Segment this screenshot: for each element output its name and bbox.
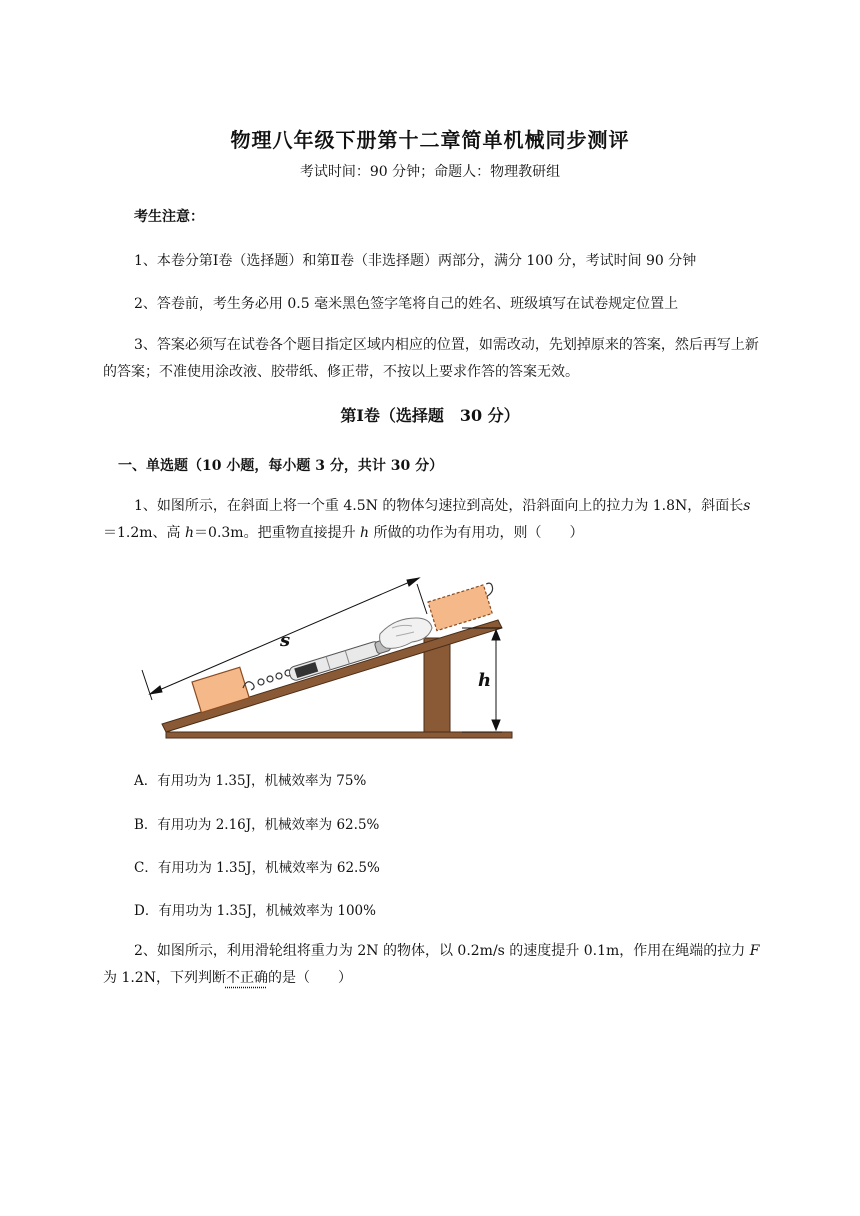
q1-option-b[interactable]: B．有用功为 2.16J，机械效率为 62.5% xyxy=(134,817,380,833)
ground-board xyxy=(166,732,512,738)
notice-item-1: 1、本卷分第Ⅰ卷（选择题）和第Ⅱ卷（非选择题）两部分，满分 100 分，考试时间 90 分钟 xyxy=(134,253,697,269)
q2-text-c: 的是（ ） xyxy=(267,970,352,986)
section-title: 第Ⅰ卷（选择题 30 分） xyxy=(340,406,520,425)
support-post xyxy=(424,638,450,732)
page-title: 物理八年级下册第十二章简单机械同步测评 xyxy=(230,128,630,152)
q1-text-b: ＝1.2m、高 xyxy=(103,525,185,541)
question-1-text xyxy=(103,493,763,547)
q1-option-a[interactable]: A．有用功为 1.35J，机械效率为 75% xyxy=(134,773,367,789)
notice-heading: 考生注意： xyxy=(134,209,204,225)
q1-text-a: 1、如图所示，在斜面上将一个重 4.5N 的物体匀速拉到高处，沿斜面向上的拉力为 1.8N，斜面长 xyxy=(134,498,744,514)
q2-text-a: 2、如图所示，利用滑轮组将重力为 2N 的物体，以 0.2m/s 的速度提升 0.1m，作用在绳端的拉力 xyxy=(134,943,750,959)
q2-emphasis: 不正确 xyxy=(225,970,268,986)
q1-var-h2: h xyxy=(360,525,370,541)
notice-item-3: 3、答案必须写在试卷各个题目指定区域内相应的位置，如需改动，先划掉原来的答案，然后再写上新的答案；不准使用涂改液、胶带纸、修正带，不按以上要求作答的答案无效。 xyxy=(103,337,759,380)
q2-var-f: F xyxy=(749,943,760,959)
q1-text-d: 所做的功作为有用功，则（ ） xyxy=(369,525,584,541)
inclined-plane-figure xyxy=(140,562,520,744)
q1-option-c[interactable]: C．有用功为 1.35J，机械效率为 62.5% xyxy=(134,860,380,876)
q2-text-b: 为 1.2N，下列判断 xyxy=(103,970,226,986)
q1-text-c: ＝0.3m。把重物直接提升 xyxy=(194,525,361,541)
label-h: h xyxy=(478,670,492,691)
question-2-text xyxy=(103,938,763,992)
label-s: s xyxy=(280,630,291,651)
q1-var-h: h xyxy=(185,525,195,541)
exam-info: 考试时间：90 分钟；命题人：物理教研组 xyxy=(299,164,561,180)
notice-item-2: 2、答卷前，考生务必用 0.5 毫米黑色签字笔将自己的姓名、班级填写在试卷规定位置上 xyxy=(134,296,679,312)
q1-option-d[interactable]: D．有用功为 1.35J，机械效率为 100% xyxy=(134,903,376,919)
part-heading: 一、单选题（10 小题，每小题 3 分，共计 30 分） xyxy=(118,458,444,474)
q1-var-s: s xyxy=(743,498,751,514)
